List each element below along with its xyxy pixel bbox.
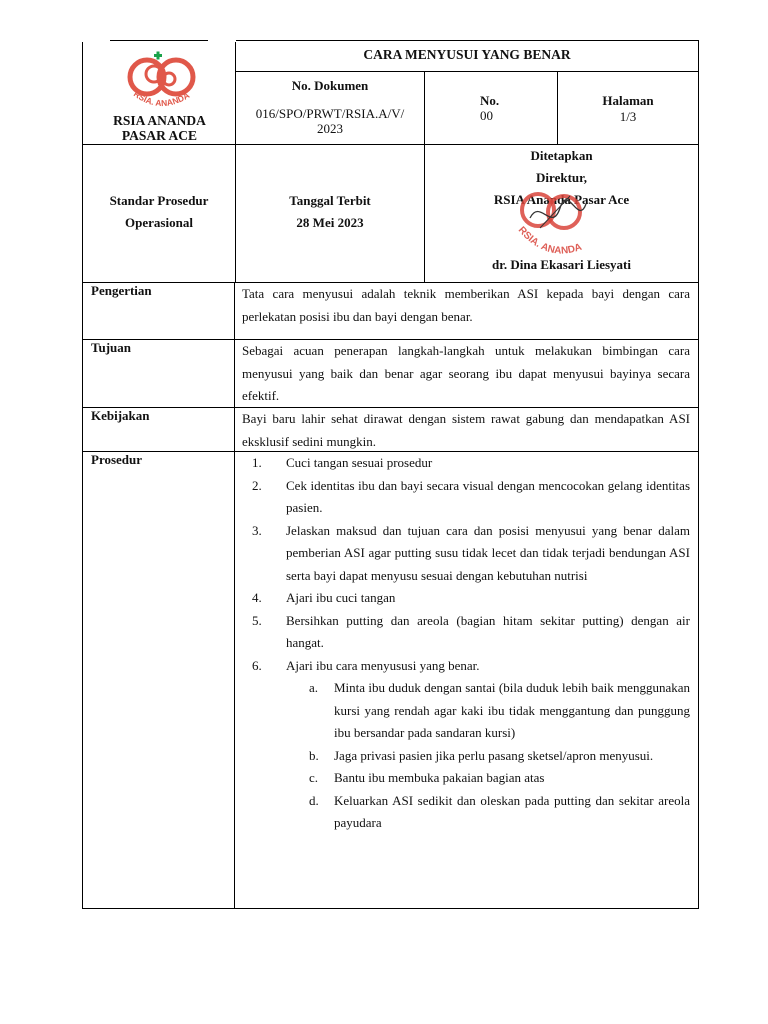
hospital-logo	[83, 41, 236, 113]
revision-cell	[425, 72, 557, 144]
date-value: 28 Mei 2023	[296, 215, 364, 230]
hospital-name-line1: RSIA ANANDA	[113, 113, 206, 128]
prosedur-substep: d. Keluarkan ASI sedikit dan oleskan pada putting dan sekitar areola payudara	[309, 792, 690, 830]
spo-line2: Operasional	[125, 215, 193, 230]
prosedur-step: 1. Cuci tangan sesuai prosedur	[252, 455, 433, 470]
row-tujuan	[82, 340, 699, 408]
spo-line1: Standar Prosedur	[109, 193, 209, 208]
prosedur-step: 6. Ajari ibu cara menyususi yang benar.	[252, 657, 480, 673]
date-label: Tanggal Terbit	[289, 193, 371, 208]
doc-number-value	[236, 106, 424, 136]
prosedur-step: 2. Cek identitas ibu dan bayi secara visual dengan mencocokan gelang identitas pasien.	[252, 477, 690, 515]
kebijakan-text: Bayi baru lahir sehat dirawat dengan sistem rawat gabung dan mendapatkan ASI eksklusif sedini mungkin.	[242, 411, 690, 449]
prosedur-step: 3. Jelaskan maksud dan tujuan cara dan posisi menyusui yang benar dalam pemberian ASI agar putting susu tidak lecet dan tidak terjadi bendungan ASI serta bayi dapat menyusu sesuai dengan kebutuhan nutrisi	[252, 522, 690, 583]
page-cell	[558, 72, 698, 144]
doc-number-label: No. Dokumen	[291, 78, 369, 93]
row-prosedur	[82, 452, 699, 909]
revision-value: 00	[480, 108, 493, 123]
doc-number-cell	[236, 72, 424, 144]
header-table	[82, 40, 699, 145]
prosedur-substep: a. Minta ibu duduk dengan santai (bila duduk lebih baik menggunakan kursi yang rendah agar kaki ibu tidak menggantung dan punggung ibu bersandar pada sandaran kursi)	[309, 680, 690, 740]
prosedur-label: Prosedur	[83, 452, 235, 908]
logo-cell	[83, 41, 236, 144]
prosedur-step: 5. Bersihkan putting dan areola (bagian hitam sekitar putting) dengan air hangat.	[252, 612, 690, 650]
approval-role: Direktur,	[536, 170, 587, 185]
kebijakan-label: Kebijakan	[83, 408, 235, 451]
revision-label: No.	[480, 93, 500, 108]
logo-text: RSIA. ANANDA	[131, 88, 192, 109]
pengertian-text: Tata cara menyusui adalah teknik memberikan ASI kepada bayi dengan cara perlekatan posisi ibu dan bayi dengan benar.	[242, 286, 690, 324]
spo-cell	[83, 145, 236, 282]
hospital-name	[83, 113, 236, 143]
approval-org: RSIA Ananda Pasar Ace	[493, 192, 630, 207]
prosedur-substep: b. Jaga privasi pasien jika perlu pasang sketsel/apron menyusui.	[309, 747, 654, 763]
tujuan-label: Tujuan	[83, 340, 235, 407]
prosedur-step: 4. Ajari ibu cuci tangan	[252, 590, 396, 605]
prosedur-list	[242, 452, 690, 835]
approval-label: Ditetapkan	[530, 148, 593, 163]
official-stamp	[500, 178, 610, 278]
page-value: 1/3	[619, 109, 637, 124]
tujuan-text: Sebagai acuan penerapan langkah-langkah untuk melakukan bimbingan cara menyusui yang baik dan benar agar seorang ibu dapat menyusui bayinya secara efektif.	[242, 343, 690, 403]
doc-number-line2: 2023	[317, 121, 343, 136]
page-label: Halaman	[602, 93, 654, 108]
doc-number-line1: 016/SPO/PRWT/RSIA.A/V/	[255, 106, 405, 121]
row-pengertian	[82, 283, 699, 340]
hospital-name-line2: PASAR ACE	[121, 128, 198, 143]
document-title: CARA MENYUSUI YANG BENAR	[236, 41, 698, 72]
svg-text:RSIA. ANANDA: RSIA. ANANDA	[515, 224, 584, 257]
prosedur-substep: c. Bantu ibu membuka pakaian bagian atas	[309, 770, 545, 785]
date-cell	[236, 145, 425, 282]
pengertian-label: Pengertian	[83, 283, 235, 339]
row-kebijakan	[82, 408, 699, 452]
approval-name: dr. Dina Ekasari Liesyati	[492, 257, 631, 272]
